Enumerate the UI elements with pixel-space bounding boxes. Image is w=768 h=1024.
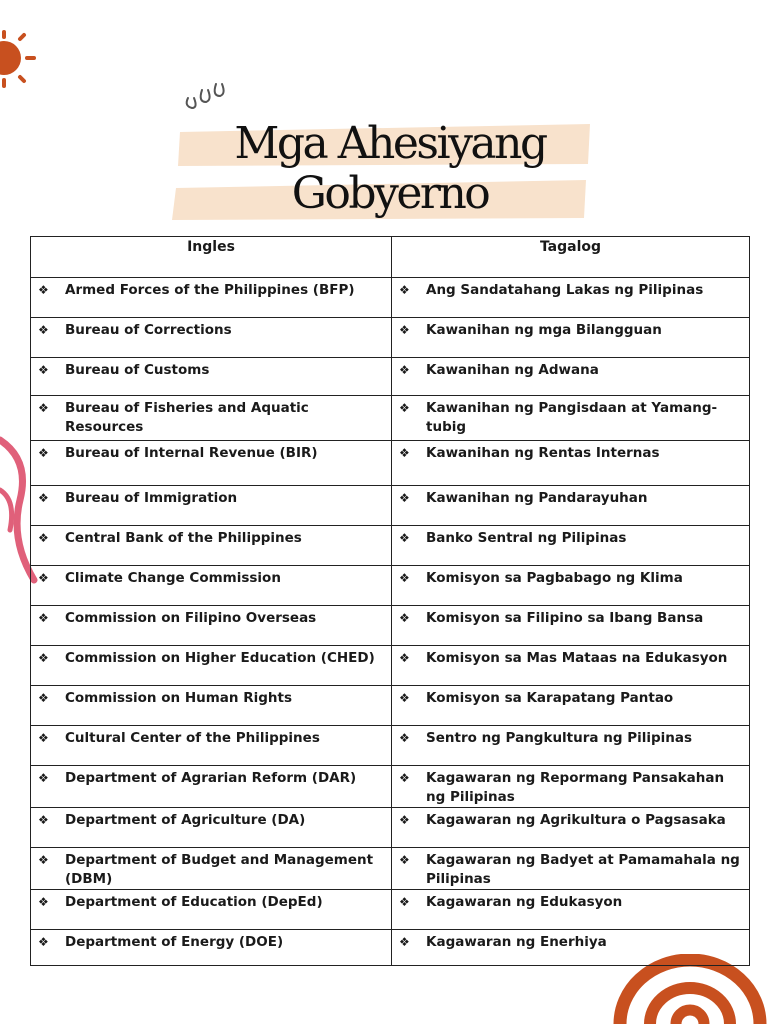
table-row [31, 441, 750, 486]
cell-text-tagalog: Kagawaran ng Badyet at Pamamahala ng Pilipinas [426, 852, 740, 887]
cell-text-ingles: Department of Agrarian Reform (DAR) [65, 770, 357, 786]
bullet-icon: ❖ [399, 363, 410, 377]
bullet-icon: ❖ [38, 283, 49, 297]
cell-text-tagalog: Kagawaran ng Repormang Pansakahan ng Pilipinas [426, 770, 725, 805]
cell-text-tagalog: Ang Sandatahang Lakas ng Pilipinas [426, 282, 704, 298]
cell-text-tagalog: Komisyon sa Filipino sa Ibang Bansa [426, 610, 704, 626]
table-cell-ingles [31, 566, 392, 606]
table-cell-tagalog [392, 278, 750, 318]
page-title-line-2: Gobyerno [291, 168, 489, 219]
table-row [31, 646, 750, 686]
table-cell-ingles [31, 930, 392, 966]
bullet-icon: ❖ [38, 531, 49, 545]
table-row [31, 848, 750, 890]
title-block [170, 110, 610, 225]
cell-text-ingles: Department of Budget and Management (DBM) [65, 852, 374, 887]
bullet-icon: ❖ [38, 446, 49, 460]
cell-text-tagalog: Komisyon sa Mas Mataas na Edukasyon [426, 650, 728, 666]
cell-text-ingles: Bureau of Internal Revenue (BIR) [65, 445, 318, 461]
cell-text-ingles: Bureau of Immigration [65, 490, 238, 506]
cell-text-ingles: Commission on Filipino Overseas [65, 610, 317, 626]
table-cell-ingles [31, 526, 392, 566]
bullet-icon: ❖ [399, 283, 410, 297]
table-cell-tagalog [392, 318, 750, 358]
table-row [31, 766, 750, 808]
cell-text-ingles: Department of Energy (DOE) [65, 934, 284, 950]
bullet-icon: ❖ [399, 731, 410, 745]
cell-text-ingles: Armed Forces of the Philippines (BFP) [65, 282, 355, 298]
table-cell-ingles [31, 726, 392, 766]
bullet-icon: ❖ [399, 323, 410, 337]
cell-text-ingles: Commission on Higher Education (CHED) [65, 650, 375, 666]
table-cell-tagalog [392, 566, 750, 606]
table-cell-tagalog [392, 526, 750, 566]
cell-text-tagalog: Kawanihan ng Rentas Internas [426, 445, 660, 461]
bullet-icon: ❖ [38, 401, 49, 415]
table-cell-tagalog [392, 441, 750, 486]
table-row [31, 726, 750, 766]
table-row [31, 486, 750, 526]
bullet-icon: ❖ [38, 935, 49, 949]
table-cell-ingles [31, 848, 392, 890]
table-cell-tagalog [392, 486, 750, 526]
table-row [31, 930, 750, 966]
table-cell-ingles [31, 890, 392, 930]
bullet-icon: ❖ [399, 935, 410, 949]
table-cell-ingles [31, 318, 392, 358]
bullet-icon: ❖ [38, 611, 49, 625]
bullet-icon: ❖ [399, 813, 410, 827]
table-cell-ingles [31, 358, 392, 396]
bullet-icon: ❖ [38, 691, 49, 705]
cell-text-tagalog: Komisyon sa Karapatang Pantao [426, 690, 674, 706]
bullet-icon: ❖ [399, 691, 410, 705]
cell-text-tagalog: Kawanihan ng mga Bilangguan [426, 322, 662, 338]
bullet-icon: ❖ [38, 363, 49, 377]
agencies-table [30, 236, 750, 966]
column-header-ingles: Ingles [31, 237, 392, 278]
cell-text-tagalog: Kawanihan ng Adwana [426, 362, 599, 378]
table-row [31, 686, 750, 726]
table-header-row [31, 237, 750, 278]
table-cell-tagalog [392, 890, 750, 930]
table-cell-tagalog [392, 358, 750, 396]
column-header-tagalog: Tagalog [392, 237, 750, 278]
cell-text-tagalog: Kawanihan ng Pangisdaan at Yamang-tubig [426, 400, 718, 435]
cell-text-ingles: Bureau of Fisheries and Aquatic Resources [65, 400, 309, 435]
cell-text-tagalog: Kagawaran ng Enerhiya [426, 934, 607, 950]
bullet-icon: ❖ [399, 446, 410, 460]
cell-text-tagalog: Kagawaran ng Agrikultura o Pagsasaka [426, 812, 726, 828]
table-cell-ingles [31, 766, 392, 808]
bullet-icon: ❖ [38, 731, 49, 745]
table-cell-tagalog [392, 848, 750, 890]
cell-text-ingles: Cultural Center of the Philippines [65, 730, 320, 746]
table-row [31, 606, 750, 646]
table-row [31, 396, 750, 441]
bullet-icon: ❖ [38, 651, 49, 665]
cell-text-ingles: Bureau of Customs [65, 362, 210, 378]
table-cell-ingles [31, 808, 392, 848]
bullet-icon: ❖ [399, 651, 410, 665]
cell-text-tagalog: Banko Sentral ng Pilipinas [426, 530, 627, 546]
table-cell-ingles [31, 486, 392, 526]
table-row [31, 890, 750, 930]
table-cell-tagalog [392, 646, 750, 686]
table-cell-tagalog [392, 808, 750, 848]
bullet-icon: ❖ [399, 611, 410, 625]
bullet-icon: ❖ [399, 401, 410, 415]
table-cell-tagalog [392, 396, 750, 441]
bullet-icon: ❖ [38, 491, 49, 505]
bullet-icon: ❖ [399, 571, 410, 585]
table-row [31, 358, 750, 396]
table-cell-tagalog [392, 726, 750, 766]
bullet-icon: ❖ [38, 771, 49, 785]
table-cell-ingles [31, 646, 392, 686]
bullet-icon: ❖ [399, 771, 410, 785]
table-row [31, 318, 750, 358]
cell-text-ingles: Bureau of Corrections [65, 322, 232, 338]
bullet-icon: ❖ [38, 853, 49, 867]
table-row [31, 278, 750, 318]
sun-icon [0, 28, 44, 88]
table-row [31, 566, 750, 606]
cell-text-tagalog: Kawanihan ng Pandarayuhan [426, 490, 648, 506]
table-cell-tagalog [392, 766, 750, 808]
cell-text-ingles: Climate Change Commission [65, 570, 281, 586]
bullet-icon: ❖ [399, 853, 410, 867]
cell-text-tagalog: Sentro ng Pangkultura ng Pilipinas [426, 730, 693, 746]
table-cell-ingles [31, 441, 392, 486]
table-cell-tagalog [392, 686, 750, 726]
table-cell-ingles [31, 396, 392, 441]
bullet-icon: ❖ [38, 895, 49, 909]
bullet-icon: ❖ [399, 531, 410, 545]
table-cell-ingles [31, 606, 392, 646]
table-cell-tagalog [392, 606, 750, 646]
page-title-line-1: Mga Ahesiyang [234, 118, 546, 169]
table-cell-ingles [31, 686, 392, 726]
bullet-icon: ❖ [38, 571, 49, 585]
cell-text-tagalog: Kagawaran ng Edukasyon [426, 894, 623, 910]
bullet-icon: ❖ [38, 813, 49, 827]
bullet-icon: ❖ [38, 323, 49, 337]
doodle-lines-icon [182, 80, 230, 112]
cell-text-ingles: Department of Education (DepEd) [65, 894, 323, 910]
cell-text-ingles: Department of Agriculture (DA) [65, 812, 306, 828]
bullet-icon: ❖ [399, 491, 410, 505]
table-row [31, 808, 750, 848]
cell-text-tagalog: Komisyon sa Pagbabago ng Klima [426, 570, 683, 586]
table-cell-tagalog [392, 930, 750, 966]
table-cell-ingles [31, 278, 392, 318]
table-row [31, 526, 750, 566]
cell-text-ingles: Central Bank of the Philippines [65, 530, 302, 546]
cell-text-ingles: Commission on Human Rights [65, 690, 292, 706]
bullet-icon: ❖ [399, 895, 410, 909]
